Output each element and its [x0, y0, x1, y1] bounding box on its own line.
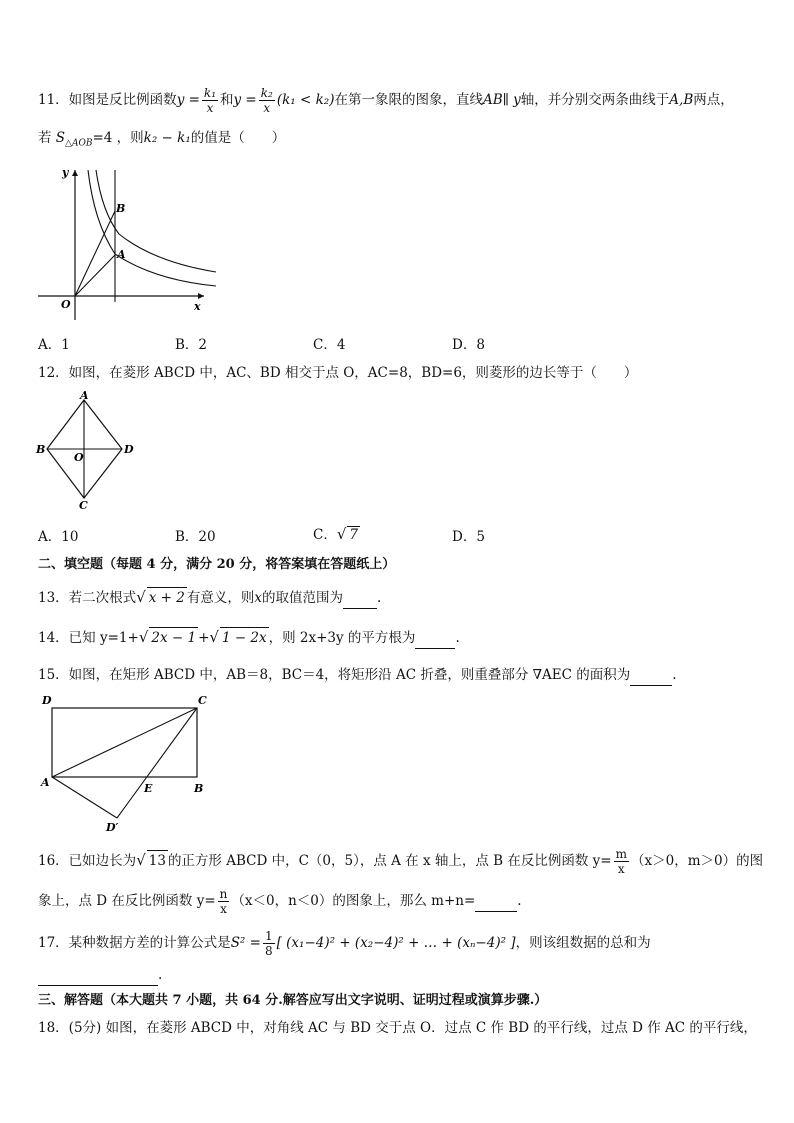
q11-func1-numerator: k₁: [203, 86, 217, 100]
q13-line: 13．若二次根式√ x + 2 有意义，则x的取值范围为 .: [38, 587, 381, 609]
q11-func2-denominator: x: [263, 101, 271, 115]
q16-text-b: 的正方形 ABCD 中，C（0，5），点 A 在 x 轴上，点 B 在反比例函数 y=: [167, 853, 612, 869]
q16-text-e: （x＜0，n＜0）的图象上，那么 m+n=: [231, 893, 476, 909]
q14-text-a: 14．已知 y=1+: [38, 630, 139, 646]
q15-label-c: C: [198, 694, 207, 707]
q11-and: 和: [220, 92, 234, 108]
q15-segment-cd: [117, 708, 197, 818]
q15-label-a: A: [41, 776, 50, 789]
q11-area-symbol: S: [55, 130, 66, 146]
q11-label-b: B: [116, 202, 126, 215]
q17-denominator: 8: [264, 944, 273, 958]
q16-answer-blank[interactable]: [475, 891, 517, 912]
q14-line: 14．已知 y=1+√ 2x − 1 +√ 1 − 2x ，则 2x+3y 的平方根为 .: [38, 627, 460, 649]
q11-line1: [38, 86, 734, 115]
q16-numerator-m: m: [615, 847, 628, 861]
q15-figure: [36, 690, 216, 835]
q12-label-b: B: [36, 443, 46, 456]
q11-label-x: x: [194, 300, 201, 313]
q16-numerator-n: n: [219, 887, 228, 901]
q17-variance-symbol: S² =: [230, 935, 261, 951]
q12-text: 12．如图，在菱形 ABCD 中，AC、BD 相交于点 O，AC=8，BD=6，则菱形的边长等于（ ）: [38, 365, 638, 381]
q14-radicand-1: 2x − 1: [149, 627, 198, 648]
q15-label-dprime: D′: [106, 821, 119, 834]
q17-fraction: [263, 929, 275, 958]
q11-label-o: O: [61, 298, 71, 311]
q11-text2: 轴，并分别交两条曲线于: [520, 92, 670, 108]
q11-label-y: y: [62, 166, 69, 179]
q16-fraction-n: [218, 887, 230, 916]
q11-condition: (k₁ < k₂): [276, 92, 335, 108]
q12-option-b[interactable]: B．20: [175, 529, 216, 545]
q15-label-b: B: [194, 782, 204, 795]
q11-line2: [38, 128, 285, 154]
q11-func1-denominator: x: [206, 101, 214, 115]
q11-func2-fraction: [259, 86, 275, 115]
q11-text1: 在第一象限的图象，直线: [334, 92, 483, 108]
q16-text-d: 象上，点 D 在反比例函数 y=: [38, 893, 216, 909]
q13-text-c: 的取值范围为: [261, 590, 343, 606]
q15-label-d: D: [42, 694, 52, 707]
q11-ab-points: A,B: [669, 92, 694, 108]
q16-line1: 16．已如边长为√ 13 的正方形 ABCD 中，C（0，5），点 A 在 x 轴上，点 B 在反比例函数 y= $\frac{m}{x}$ （x＞0，m＞0）的图: [38, 847, 764, 876]
q17-text-b: ，则该组数据的总和为: [515, 935, 651, 951]
q16-denominator-x2: x: [220, 902, 227, 916]
q11-figure: [34, 162, 224, 324]
q14-radicand-2: 1 − 2x: [220, 627, 269, 648]
q11-if: 若: [38, 130, 56, 146]
q14-answer-blank[interactable]: [415, 628, 455, 649]
q12-option-c-label: C．: [313, 527, 337, 543]
q12-figure: [34, 390, 144, 512]
section-3-heading: 三、解答题（本大题共 7 小题，共 64 分.解答应写出文字说明、证明过程或演算步骤.）: [38, 993, 548, 1008]
q14-text-b: ，则 2x+3y 的平方根为: [268, 630, 416, 646]
q11-text3: 两点，: [693, 92, 734, 108]
q15-segment-ad: [52, 777, 117, 818]
q15-end: .: [672, 667, 677, 683]
q11-label-a: A: [117, 248, 126, 261]
q12-option-c-radicand: 7: [349, 527, 358, 543]
q17-end: .: [158, 967, 163, 983]
q12-option-c[interactable]: C．√ 7: [313, 525, 358, 543]
q13-variable: x: [254, 590, 262, 606]
q11-k-expression: k₂ − k₁: [143, 130, 191, 146]
q18-text: 18．(5分) 如图，在菱形 ABCD 中，对角线 AC 与 BD 交于点 O．过点 C 作 BD 的平行线，过点 D 作 AC 的平行线，: [38, 1020, 757, 1036]
q11-axis-arrows: [72, 170, 204, 299]
q15-diagonal-ac: [52, 708, 197, 777]
q15-text: 15．如图，在矩形 ABCD 中，AB＝8，BC＝4，将矩形沿 AC 折叠，则重叠部分 ∇AEC 的面积为: [38, 667, 631, 683]
q13-text-a: 13．若二次根式: [38, 590, 137, 606]
q16-radicand: 13: [147, 850, 168, 871]
q13-text-b: 有意义，则: [186, 590, 255, 606]
q12-option-d[interactable]: D．5: [452, 529, 485, 545]
q11-func1-lhs: y =: [176, 92, 200, 108]
q17-text-a: 17．某种数据方差的计算公式是: [38, 935, 231, 951]
q11-ask: 的值是（ ）: [190, 130, 286, 146]
section-2-heading: 二、填空题（每题 4 分，满分 20 分，将答案填在答题纸上）: [38, 557, 396, 572]
q13-radicand: x + 2: [147, 587, 187, 608]
q11-option-a[interactable]: A．1: [38, 337, 70, 353]
q16-line2: [38, 887, 522, 916]
q12-label-a: A: [80, 390, 89, 402]
q11-option-c[interactable]: C．4: [313, 337, 346, 353]
q11-func2-lhs: y =: [233, 92, 257, 108]
q16-denominator-x1: x: [617, 862, 625, 876]
q11-func2-numerator: k₂: [260, 86, 273, 100]
q14-plus: +: [198, 630, 210, 646]
q11-func1-fraction: [202, 86, 218, 115]
q11-area-value: =4 ，则: [92, 130, 144, 146]
q16-fraction-m: [614, 847, 629, 876]
q12-label-d: D: [124, 443, 134, 456]
q11-segment-oa: [75, 255, 115, 296]
q16-text-a: 16．已如边长为: [38, 853, 137, 869]
q14-end: .: [455, 630, 460, 646]
q11-option-b[interactable]: B．2: [175, 337, 208, 353]
q15-line: [38, 665, 677, 686]
q11-ab-parallel: AB∥ y: [482, 92, 521, 108]
q12-label-c: C: [79, 499, 88, 512]
q17-line: [38, 929, 651, 958]
q17-formula: [ (x₁−4)² + (x₂−4)² + … + (xₙ−4)² ]: [276, 935, 516, 951]
q12-option-a[interactable]: A．10: [38, 529, 79, 545]
q17-numerator: 1: [264, 929, 273, 943]
q12-label-o: O: [74, 451, 84, 464]
q15-label-e: E: [144, 782, 153, 795]
q13-end: .: [376, 590, 382, 606]
q16-end: .: [517, 893, 522, 909]
q16-text-c: （x＞0，m＞0）的图: [631, 853, 764, 869]
q15-answer-blank[interactable]: [630, 665, 672, 686]
q13-answer-blank[interactable]: [343, 588, 377, 609]
q17-answer-line: [38, 965, 162, 986]
q11-area-subscript: △AOB: [65, 138, 93, 149]
q11-number: 11．如图是反比例函数: [38, 92, 177, 108]
q11-segment-ob: [75, 211, 115, 296]
q17-answer-blank[interactable]: [38, 965, 158, 986]
q11-option-d[interactable]: D．8: [452, 337, 485, 353]
